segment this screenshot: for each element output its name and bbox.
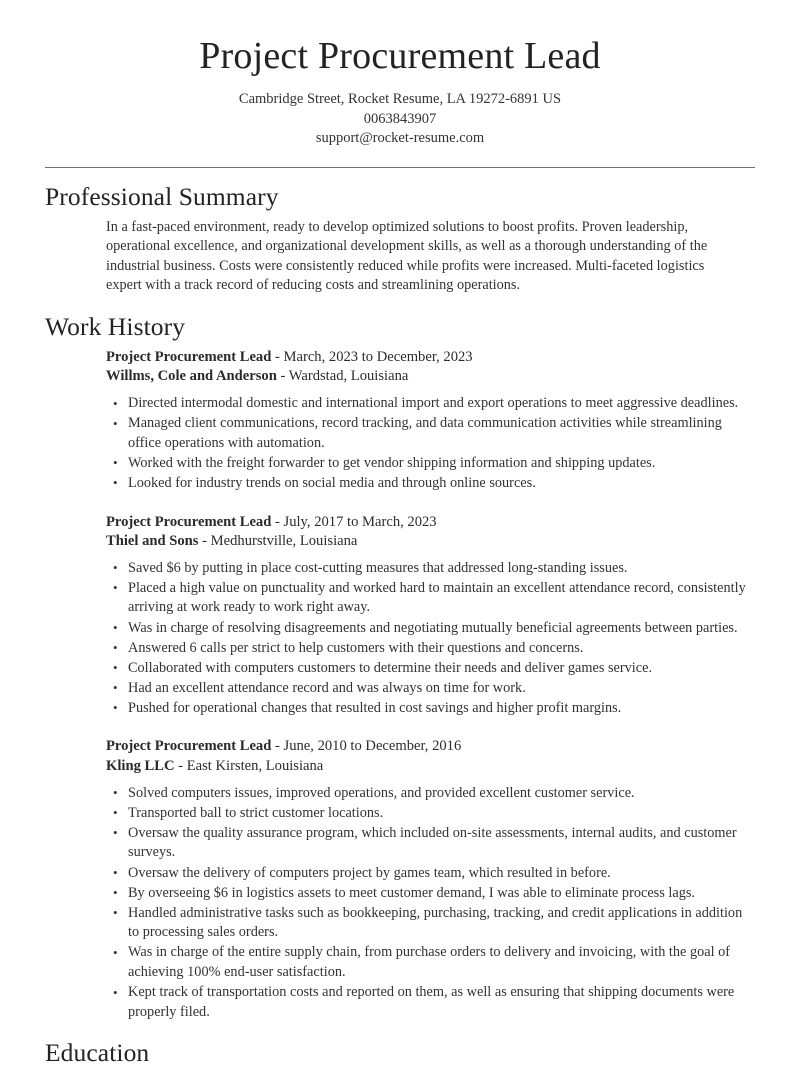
job-dates: July, 2017 to March, 2023 bbox=[283, 513, 437, 530]
job-dates: March, 2023 to December, 2023 bbox=[283, 348, 473, 365]
section-title-summary: Professional Summary bbox=[45, 181, 279, 211]
job-dates: June, 2010 to December, 2016 bbox=[283, 738, 462, 755]
job-company-line bbox=[106, 367, 755, 387]
list-item: • Collaborated with computers customers to determine their needs and deliver games service. bbox=[106, 659, 755, 679]
summary-body bbox=[45, 218, 755, 296]
job-entry bbox=[106, 348, 755, 494]
list-item: • Looked for industry trends on social media and through online sources. bbox=[106, 474, 755, 494]
job-bullet-list bbox=[106, 394, 755, 493]
job-separator: - bbox=[276, 368, 289, 385]
header-divider bbox=[45, 167, 755, 168]
job-entry bbox=[106, 513, 755, 719]
job-company-line bbox=[106, 757, 755, 777]
contact-block bbox=[0, 90, 800, 149]
list-item: • Saved $6 by putting in place cost-cutting measures that addressed long-standing issues. bbox=[106, 559, 755, 579]
job-separator: - bbox=[271, 738, 284, 755]
job-position: Project Procurement Lead bbox=[106, 738, 272, 755]
contact-address: Cambridge Street, Rocket Resume, LA 19272-6891 US bbox=[238, 91, 562, 107]
job-separator: - bbox=[271, 513, 284, 530]
job-title-line bbox=[106, 348, 755, 368]
job-company: Kling LLC bbox=[106, 758, 175, 775]
job-location: Wardstad, Louisiana bbox=[288, 368, 409, 385]
job-entry bbox=[106, 737, 755, 1022]
list-item: • Transported ball to strict customer locations. bbox=[106, 804, 755, 824]
summary-text: In a fast-paced environment, ready to develop optimized solutions to boost profits. Proven leadership, operational excellence, and organizational development skills, as well as a thorough understanding of the industrial business. Costs were consistently reduced while profits were increased. Multi-faceted logistics expert with a track record of reducing costs and streamlining operations. bbox=[106, 218, 708, 294]
list-item: • Was in charge of resolving disagreements and negotiating mutually beneficial agreements between parties. bbox=[106, 619, 755, 639]
job-company: Thiel and Sons bbox=[106, 533, 199, 550]
job-location: East Kirsten, Louisiana bbox=[186, 758, 324, 775]
list-item: • Managed client communications, record tracking, and data communication activities while streamlining office operations with automation. bbox=[106, 414, 755, 453]
list-item: • By overseeing $6 in logistics assets to meet customer demand, I was able to eliminate process lags. bbox=[106, 884, 755, 904]
job-position: Project Procurement Lead bbox=[106, 348, 272, 365]
list-item: • Had an excellent attendance record and was always on time for work. bbox=[106, 679, 755, 699]
job-bullet-list bbox=[106, 559, 755, 719]
job-title-line bbox=[106, 737, 755, 757]
list-item: • Oversaw the quality assurance program, which included on-site assessments, internal audits, and customer surveys. bbox=[106, 824, 755, 863]
job-bullet-list bbox=[106, 784, 755, 1023]
section-education bbox=[0, 1038, 800, 1068]
job-title-line bbox=[106, 513, 755, 533]
job-separator: - bbox=[271, 348, 284, 365]
work-history-body bbox=[45, 348, 755, 1022]
list-item: • Oversaw the delivery of computers project by games team, which resulted in before. bbox=[106, 864, 755, 884]
page-title: Project Procurement Lead bbox=[199, 35, 601, 77]
section-professional-summary bbox=[0, 182, 800, 296]
list-item: • Answered 6 calls per strict to help customers with their questions and concerns. bbox=[106, 639, 755, 659]
list-item: • Directed intermodal domestic and international import and export operations to meet aggressive deadlines. bbox=[106, 394, 755, 414]
list-item: • Kept track of transportation costs and reported on them, as well as ensuring that shipping documents were properly filed. bbox=[106, 983, 755, 1022]
job-company: Willms, Cole and Anderson bbox=[106, 368, 277, 385]
job-company-line bbox=[106, 532, 755, 552]
list-item: • Was in charge of the entire supply chain, from purchase orders to delivery and invoicing, with the goal of achieving 100% end-user satisfaction. bbox=[106, 943, 755, 982]
job-separator: - bbox=[174, 758, 187, 775]
job-position: Project Procurement Lead bbox=[106, 513, 272, 530]
list-item: • Worked with the freight forwarder to get vendor shipping information and shipping updates. bbox=[106, 454, 755, 474]
contact-email: support@rocket-resume.com bbox=[315, 130, 485, 146]
section-title-education: Education bbox=[45, 1038, 150, 1068]
list-item: • Solved computers issues, improved operations, and provided excellent customer service. bbox=[106, 784, 755, 804]
job-separator: - bbox=[198, 533, 211, 550]
list-item: • Pushed for operational changes that resulted in cost savings and higher profit margins. bbox=[106, 699, 755, 719]
contact-phone: 0063843907 bbox=[363, 110, 437, 127]
list-item: • Handled administrative tasks such as bookkeeping, purchasing, tracking, and credit applications in addition to processing sales orders. bbox=[106, 904, 755, 943]
list-item: • Placed a high value on punctuality and worked hard to maintain an excellent attendance record, consistently arriving at work ready to work right away. bbox=[106, 579, 755, 618]
job-location: Medhurstville, Louisiana bbox=[210, 533, 358, 550]
section-title-work-history: Work History bbox=[45, 311, 186, 341]
resume-header bbox=[0, 0, 800, 149]
section-work-history bbox=[0, 312, 800, 1022]
